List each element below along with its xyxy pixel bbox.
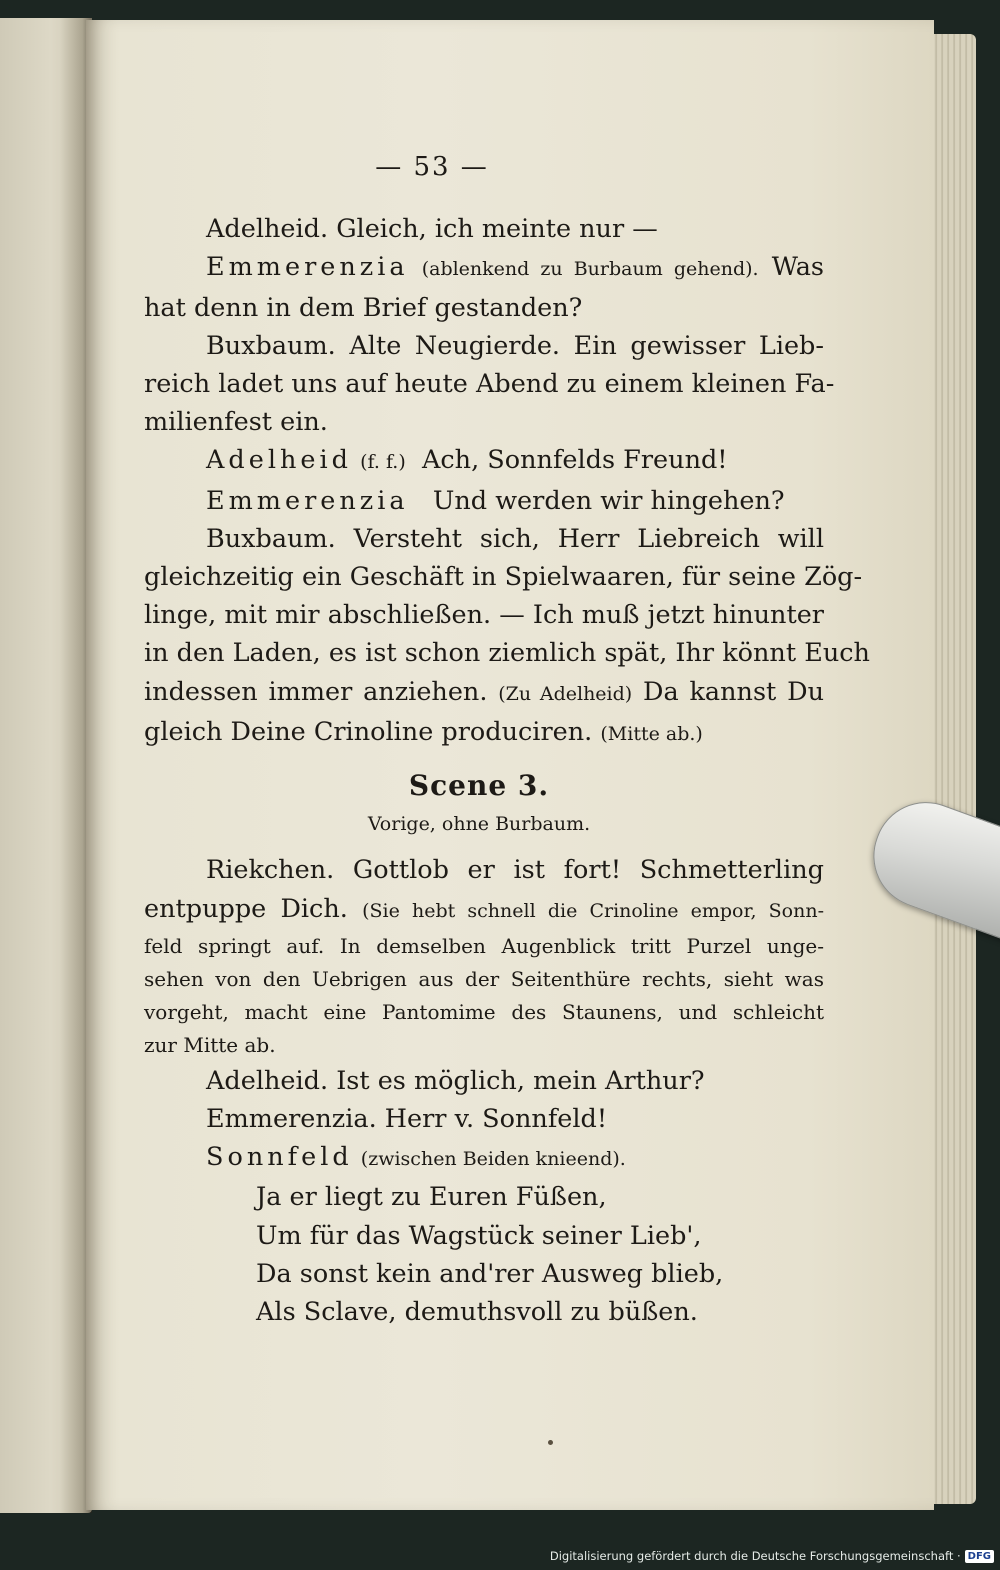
page-number: — 53 — (375, 152, 489, 182)
text-line: Sonnfeld (zwischen Beiden knieend). (206, 1142, 626, 1173)
credit-text: Digitalisierung gefördert durch die Deutsche Forschungsgemeinschaft · (549, 1549, 961, 1563)
text-line: Emmerenzia. Herr v. Sonnfeld! (206, 1104, 608, 1135)
text-line: linge, mit mir abschließen. — Ich muß jetzt hinunter (144, 600, 824, 631)
dfg-logo: DFG (965, 1550, 994, 1563)
stage-direction-line: vorgeht, macht eine Pantomime des Staunens, und schleicht (144, 999, 824, 1024)
stage-direction-line: feld springt auf. In demselben Augenblick tritt Purzel unge- (144, 933, 824, 958)
text-line: milienfest ein. (144, 407, 328, 438)
text-line: gleichzeitig ein Geschäft in Spielwaaren, für seine Zög- (144, 562, 863, 593)
verse-line: Da sonst kein and'rer Ausweg blieb, (256, 1258, 724, 1289)
text-line: Adelheid. Gleich, ich meinte nur — (206, 214, 658, 245)
verse-line: Um für das Wagstück seiner Lieb', (256, 1220, 702, 1251)
text-line: Adelheid. Ist es möglich, mein Arthur? (206, 1065, 705, 1096)
scene-subtitle: Vorige, ohne Burbaum. (367, 813, 591, 836)
text-line: entpuppe Dich. (Sie hebt schnell die Crinoline empor, Sonn- (144, 893, 825, 924)
page-text (144, 148, 870, 1331)
text-line: Emmerenzia Und werden wir hingehen? (206, 485, 785, 516)
text-line: indessen immer anziehen. (Zu Adelheid) Da kannst Du (144, 676, 824, 707)
scene-title: Scene 3. (408, 769, 550, 803)
digitization-credit (550, 1546, 994, 1566)
text-line: hat denn in dem Brief gestanden? (144, 292, 583, 323)
text-line: Riekchen. Gottlob er ist fort! Schmetterling (206, 855, 824, 886)
text-line: gleich Deine Crinoline produciren. (Mitte ab.) (144, 716, 703, 747)
ink-spot (548, 1440, 553, 1445)
text-line: reich ladet uns auf heute Abend zu einem kleinen Fa- (144, 369, 835, 400)
text-line: Emmerenzia (ablenkend zu Burbaum gehend). Was (206, 252, 824, 283)
text-line: Buxbaum. Alte Neugierde. Ein gewisser Lieb- (206, 330, 824, 361)
verse-line: Als Sclave, demuthsvoll zu büßen. (256, 1297, 698, 1328)
stage-direction-line: sehen von den Uebrigen aus der Seitenthüre rechts, sieht was (144, 966, 824, 991)
verse-line: Ja er liegt zu Euren Füßen, (256, 1182, 607, 1213)
text-line: in den Laden, es ist schon ziemlich spät, Ihr könnt Euch (144, 638, 870, 669)
stage-direction-line: zur Mitte ab. (144, 1032, 276, 1057)
text-line: Adelheid (f. f.) Ach, Sonnfelds Freund! (206, 445, 728, 476)
text-line: Buxbaum. Versteht sich, Herr Liebreich will (206, 523, 824, 554)
